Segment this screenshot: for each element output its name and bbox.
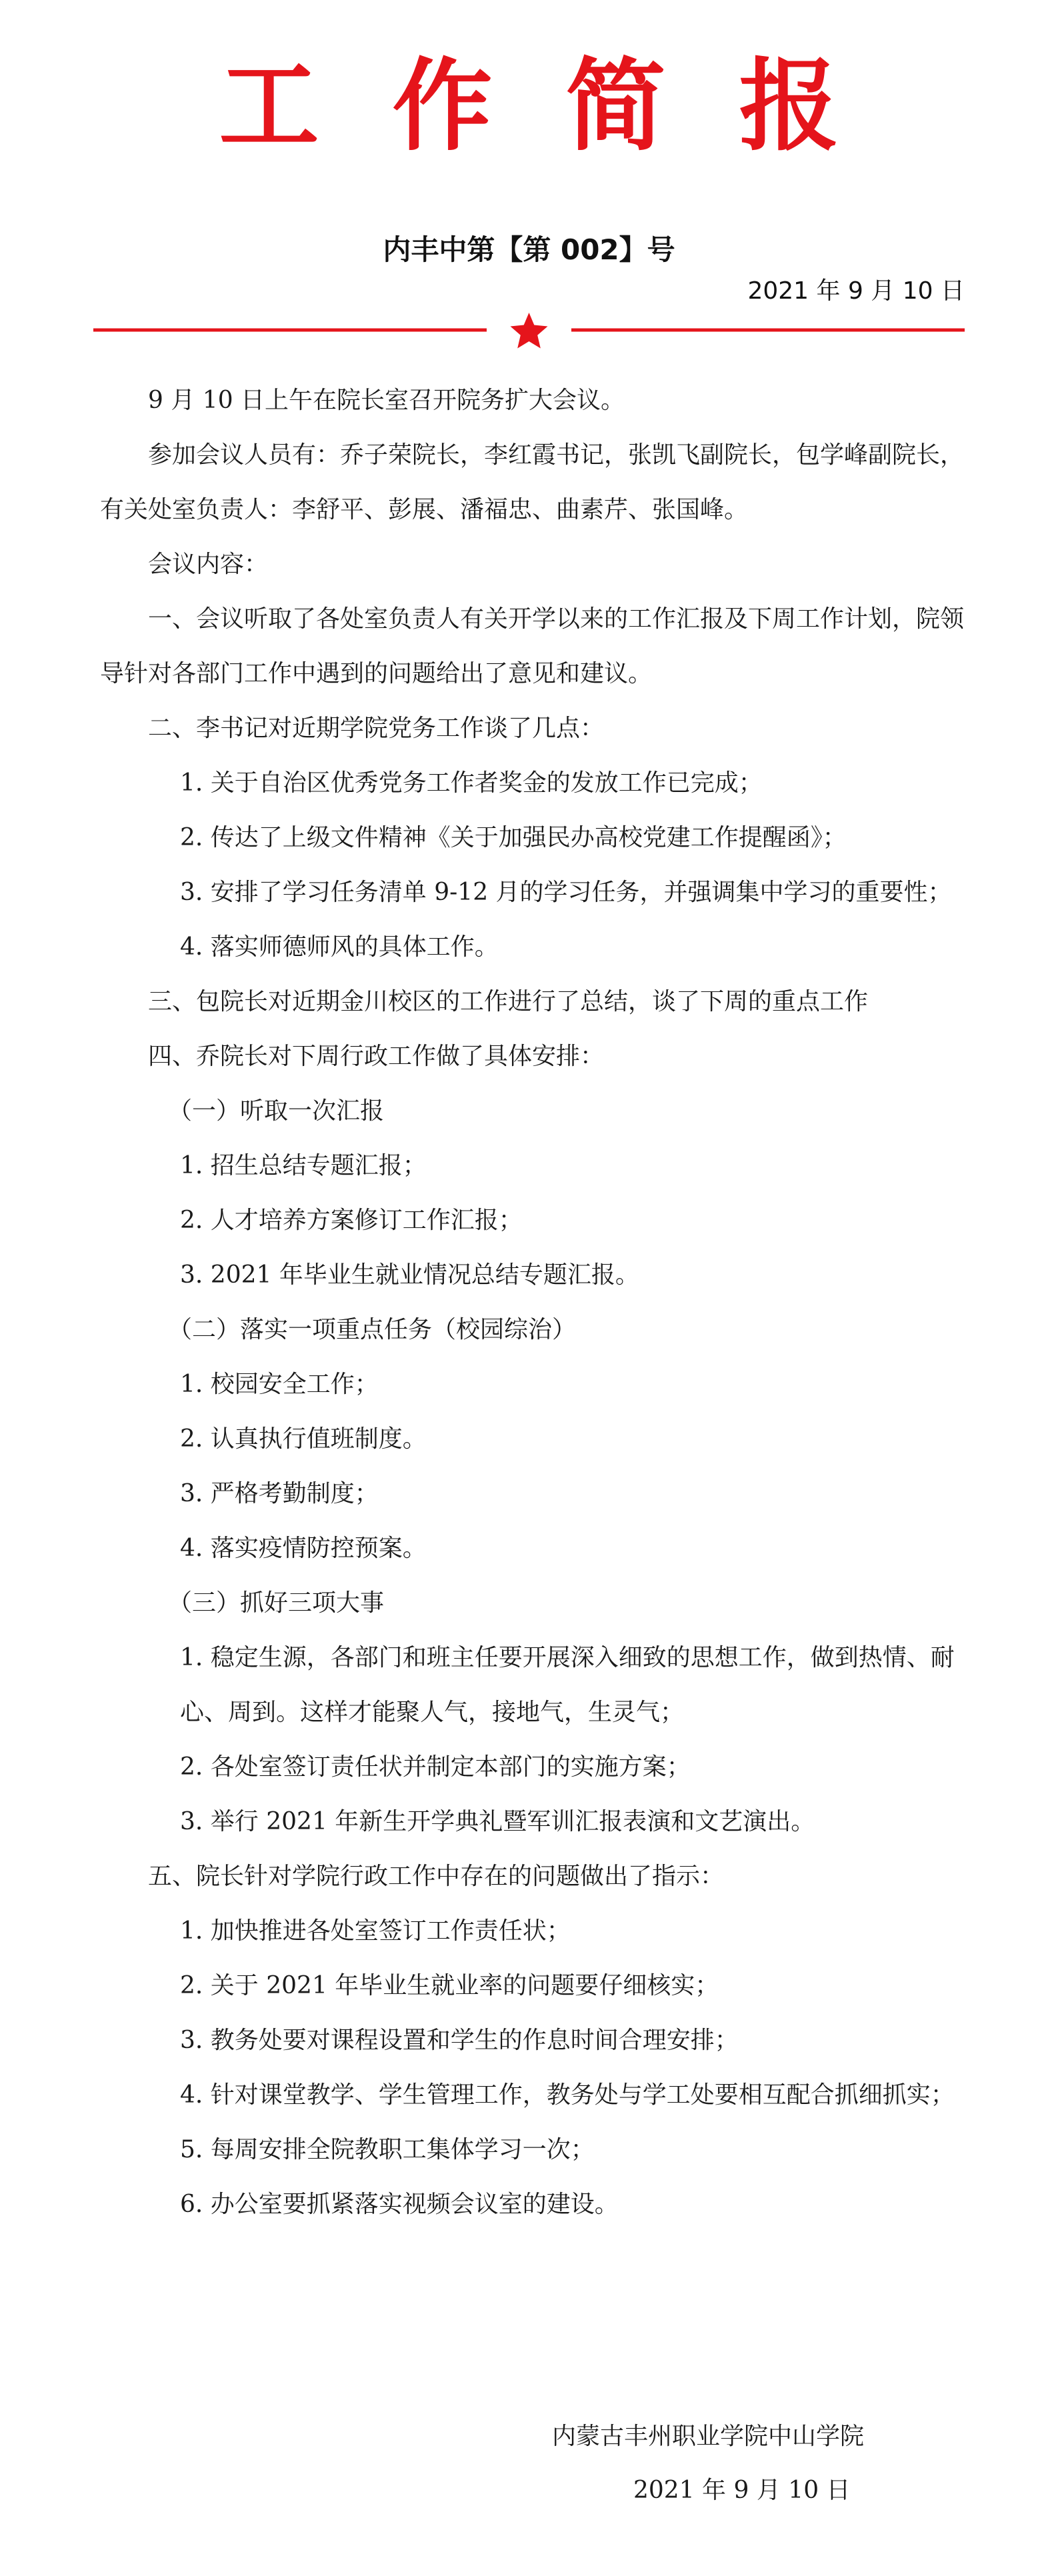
paragraph-attendees: 参加会议人员有：乔子荣院长，李红霞书记，张凯飞副院长，包学峰副院长，有关处室负责人：李舒平、彭展、潘福忠、曲素芹、张国峰。 — [100, 441, 965, 523]
title-char: 作 — [392, 49, 493, 165]
issuing-organization: 内蒙古丰州职业学院中山学院 — [552, 2423, 865, 2450]
list-item: 2. 传达了上级文件精神《关于加强民办高校党建工作提醒函》； — [180, 824, 847, 851]
paragraph-meeting: 9 月 10 日上午在院长室召开院务扩大会议。 — [148, 387, 625, 414]
list-item: 1. 校园安全工作； — [180, 1371, 379, 1398]
list-item: 3. 安排了学习任务清单 9-12 月的学习任务，并强调集中学习的重要性； — [180, 879, 952, 906]
list-item: 3. 2021 年毕业生就业情况总结专题汇报。 — [180, 1261, 639, 1289]
section-four: 四、乔院长对下周行政工作做了具体安排： — [148, 1043, 605, 1070]
section-one: 一、会议听取了各处室负责人有关开学以来的工作汇报及下周工作计划，院领导针对各部门工作中遇到的问题给出了意见和建议。 — [100, 605, 965, 687]
list-item: 3. 举行 2021 年新生开学典礼暨军训汇报表演和文艺演出。 — [180, 1808, 815, 1835]
title-char: 工 — [219, 49, 319, 165]
list-item: 4. 针对课堂教学、学生管理工作，教务处与学工处要相互配合抓细抓实； — [180, 2081, 955, 2109]
report-body — [100, 373, 967, 2232]
list-item: 6. 办公室要抓紧落实视频会议室的建设。 — [180, 2191, 619, 2218]
list-item: 2. 人才培养方案修订工作汇报； — [180, 1207, 523, 1234]
subsection-three: （三）抓好三项大事 — [168, 1589, 385, 1617]
title-char: 简 — [565, 49, 666, 165]
list-item: 4. 落实师德师风的具体工作。 — [180, 933, 499, 961]
issue-date: 2021 年 9 月 10 日 — [747, 277, 965, 305]
list-item: 1. 稳定生源，各部门和班主任要开展深入细致的思想工作，做到热情、耐心、周到。这样才能聚人气，接地气，生灵气； — [180, 1644, 955, 1726]
section-two: 二、李书记对近期学院党务工作谈了几点： — [148, 715, 605, 742]
list-item: 1. 招生总结专题汇报； — [180, 1152, 427, 1179]
section-five: 五、院长针对学院行政工作中存在的问题做出了指示： — [148, 1863, 725, 1890]
red-divider — [93, 310, 965, 350]
section-three: 三、包院长对近期金川校区的工作进行了总结，谈了下周的重点工作 — [148, 988, 869, 1015]
title-char: 报 — [739, 49, 839, 165]
list-item: 2. 各处室签订责任状并制定本部门的实施方案； — [180, 1753, 691, 1781]
subsection-two: （二）落实一项重点任务（校园综治） — [168, 1316, 577, 1343]
list-item: 1. 关于自治区优秀党务工作者奖金的发放工作已完成； — [180, 769, 763, 797]
star-icon — [511, 313, 548, 349]
list-item: 3. 教务处要对课程设置和学生的作息时间合理安排； — [180, 2027, 739, 2054]
issue-number: 内丰中第【第 002】号 — [383, 233, 675, 266]
subsection-one: （一）听取一次汇报 — [168, 1097, 385, 1125]
list-item: 1. 加快推进各处室签订工作责任状； — [180, 1917, 571, 1945]
paragraph-content-heading: 会议内容： — [148, 551, 269, 578]
list-item: 2. 认真执行值班制度。 — [180, 1425, 427, 1453]
list-item: 2. 关于 2021 年毕业生就业率的问题要仔细核实； — [180, 1972, 719, 1999]
report-title — [0, 47, 1058, 167]
signature-date: 2021 年 9 月 10 日 — [633, 2477, 851, 2504]
list-item: 4. 落实疫情防控预案。 — [180, 1535, 427, 1562]
list-item: 5. 每周安排全院教职工集体学习一次； — [180, 2136, 595, 2163]
list-item: 3. 严格考勤制度； — [180, 1480, 379, 1507]
